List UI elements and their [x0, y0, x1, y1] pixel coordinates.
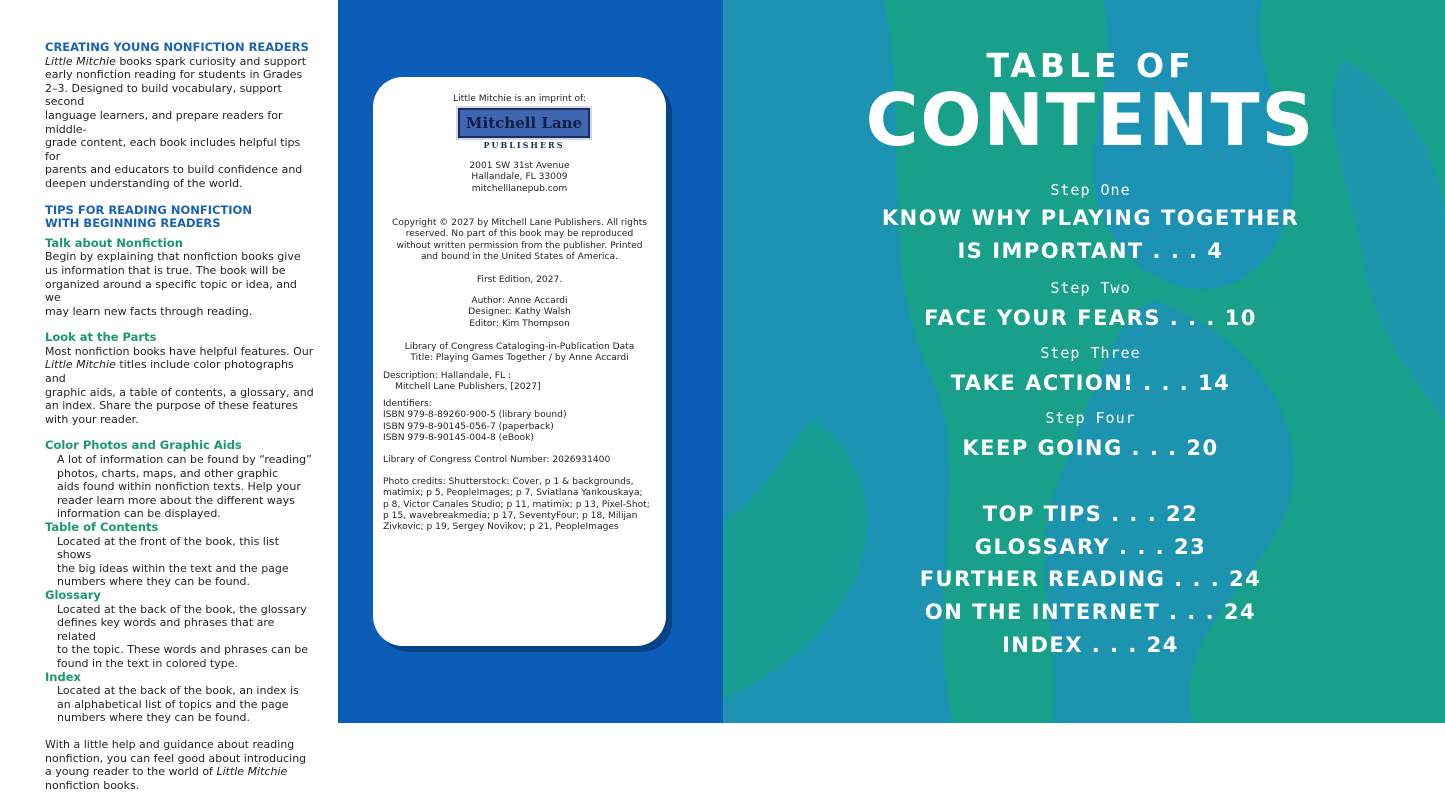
- body-line: Begin by explaining that nonfiction books give: [45, 250, 301, 264]
- intro-line: 2–3. Designed to build vocabulary, support second: [45, 81, 282, 109]
- body-line: to the topic. These words and phrases can be: [57, 643, 309, 657]
- toc-entry: KNOW WHY PLAYING TOGETHER: [881, 206, 1300, 230]
- brand-name: Little Mitchie: [216, 765, 288, 779]
- intro-line: early nonfiction reading for students in Grades: [45, 68, 303, 82]
- subheading-toc: Table of Contents: [45, 520, 159, 534]
- body-line: with your reader.: [45, 412, 139, 426]
- body-line: information can be displayed.: [57, 507, 221, 521]
- subheading-index: Index: [45, 669, 81, 684]
- subheading-parts: Look at the Parts: [45, 330, 157, 345]
- table-of-contents-page: [723, 0, 1445, 723]
- body-line: photos, charts, maps, and other graphic: [57, 466, 279, 480]
- subheading-glossary: Glossary: [45, 587, 101, 602]
- closing-line: a young reader to the world of Little Mitchie: [45, 765, 288, 779]
- body-line: Most nonfiction books have helpful features. Our: [45, 344, 314, 358]
- body-line: an index. Share the purpose of these features: [45, 399, 298, 413]
- intro-line: grade content, each book includes helpful tips for: [45, 136, 301, 163]
- copyright-notice: Copyright © 2027 by Mitchell Lane Publishers. All rights reserved. No part of this book may be reproduced without written permission from the publisher. Printed and bound in the United States of America.: [391, 218, 648, 262]
- toc-entry: ON THE INTERNET . . . 24: [924, 600, 1257, 624]
- cip-data: Library of Congress Cataloging-in-Publication Data Title: Playing Games Together / by Anne Accardi: [404, 342, 635, 364]
- body-line: graphic aids, a table of contents, a glossary, and: [45, 385, 314, 399]
- toc-entry: KEEP GOING . . . 20: [962, 436, 1219, 460]
- body-line: Located at the front of the book, this list shows: [57, 534, 279, 562]
- closing-line: nonfiction books.: [45, 778, 140, 792]
- heading-tips: TIPS FOR READING NONFICTION: [45, 202, 252, 217]
- toc-entry: FACE YOUR FEARS . . . 10: [924, 306, 1257, 330]
- toc-entry: INDEX . . . 24: [1002, 633, 1179, 657]
- toc-entry: GLOSSARY . . . 23: [974, 535, 1207, 559]
- heading-creating-readers: CREATING YOUNG NONFICTION READERS: [45, 40, 309, 54]
- body-line: reader learn more about the different ways: [57, 493, 295, 507]
- control-number: Library of Congress Control Number: 2026931400: [383, 455, 611, 465]
- toc-title-small: TABLE OF: [986, 46, 1195, 85]
- copyright-page: [338, 0, 723, 723]
- toc-entry: FURTHER READING . . . 24: [919, 567, 1262, 591]
- toc-title-large: CONTENTS: [865, 78, 1316, 162]
- publisher-logo: Mitchell Lane: [458, 108, 590, 138]
- intro-line: Little Mitchie books spark curiosity and support: [45, 54, 307, 68]
- body-line: aids found within nonfiction texts. Help your: [57, 480, 301, 494]
- heading-tips: WITH BEGINNING READERS: [45, 216, 221, 231]
- brand-name: Little Mitchie: [45, 358, 116, 372]
- step-label: Step One: [1050, 181, 1131, 199]
- toc-content: [723, 0, 1445, 723]
- body-line: numbers where they can be found.: [57, 575, 251, 589]
- step-label: Step Four: [1045, 409, 1136, 427]
- brand-name: Little Mitchie: [45, 54, 116, 68]
- edition: First Edition, 2027.: [476, 275, 563, 285]
- intro-line: parents and educators to build confidence and: [45, 163, 303, 177]
- body-line: may learn new facts through reading.: [45, 304, 253, 318]
- publisher-logo-subtitle: PUBLISHERS: [483, 140, 565, 150]
- credits-block: Author: Anne Accardi Designer: Kathy Walsh Editor: Kim Thompson: [468, 296, 571, 329]
- body-line: Located at the back of the book, the glossary: [57, 602, 307, 616]
- body-line: us information that is true. The book will be: [45, 263, 286, 277]
- body-line: Located at the back of the book, an index is: [57, 684, 299, 698]
- imprint-text: Little Mitchie is an imprint of:: [453, 94, 586, 104]
- subheading-talk: Talk about Nonfiction: [45, 235, 183, 250]
- address-block: 2001 SW 31st Avenue Hallandale, FL 33009 mitchelllanepub.com: [469, 161, 570, 194]
- body-line: A lot of information can be found by “reading”: [57, 453, 312, 467]
- intro-line: language learners, and prepare readers for middle-: [45, 108, 283, 136]
- toc-entry: TAKE ACTION! . . . 14: [950, 371, 1231, 395]
- step-label: Step Three: [1040, 344, 1141, 362]
- body-line: Little Mitchie titles include color photographs and: [45, 358, 294, 386]
- photo-credits: Photo credits: Shutterstock: Cover, p 1 & backgrounds, matimix; p 5, PeopleImages; p 7, Sviatlana Yankouskaya; p 8, Victor Canales Studio; p 11, matimix; p 13, Pixel-Shot; p 15, wavebreakmedia; p 17, SeventyFour; p 18, Milijan Zivkovic; p 19, Sergey Novikov; p 21, PeopleImages: [383, 477, 650, 533]
- body-line: defines key words and phrases that are related: [57, 616, 275, 643]
- description-block: Description: Hallandale, FL : Mitchell Lane Publishers, [2027]: [383, 371, 541, 393]
- closing-line: With a little help and guidance about reading: [45, 737, 295, 751]
- closing-line: nonfiction, you can feel good about introducing: [45, 751, 307, 765]
- toc-entry: TOP TIPS . . . 22: [982, 502, 1199, 526]
- body-line: found in the text in colored type.: [57, 656, 238, 670]
- copyright-card: [373, 77, 666, 646]
- left-page: [0, 0, 338, 792]
- intro-line: deepen understanding of the world.: [45, 176, 243, 190]
- body-line: the big ideas within the text and the page: [57, 561, 289, 575]
- toc-entry: IS IMPORTANT . . . 4: [957, 239, 1224, 263]
- body-line: organized around a specific topic or idea, and we: [45, 277, 297, 305]
- identifiers-block: Identifiers: ISBN 979-8-89260-900-5 (library bound) ISBN 979-8-90145-056-7 (paperback) ISBN 979-8-90145-004-8 (eBook): [383, 399, 567, 443]
- subheading-photos: Color Photos and Graphic Aids: [45, 438, 242, 453]
- body-line: an alphabetical list of topics and the page: [57, 697, 289, 711]
- step-label: Step Two: [1050, 279, 1131, 297]
- body-line: numbers where they can be found.: [57, 711, 251, 725]
